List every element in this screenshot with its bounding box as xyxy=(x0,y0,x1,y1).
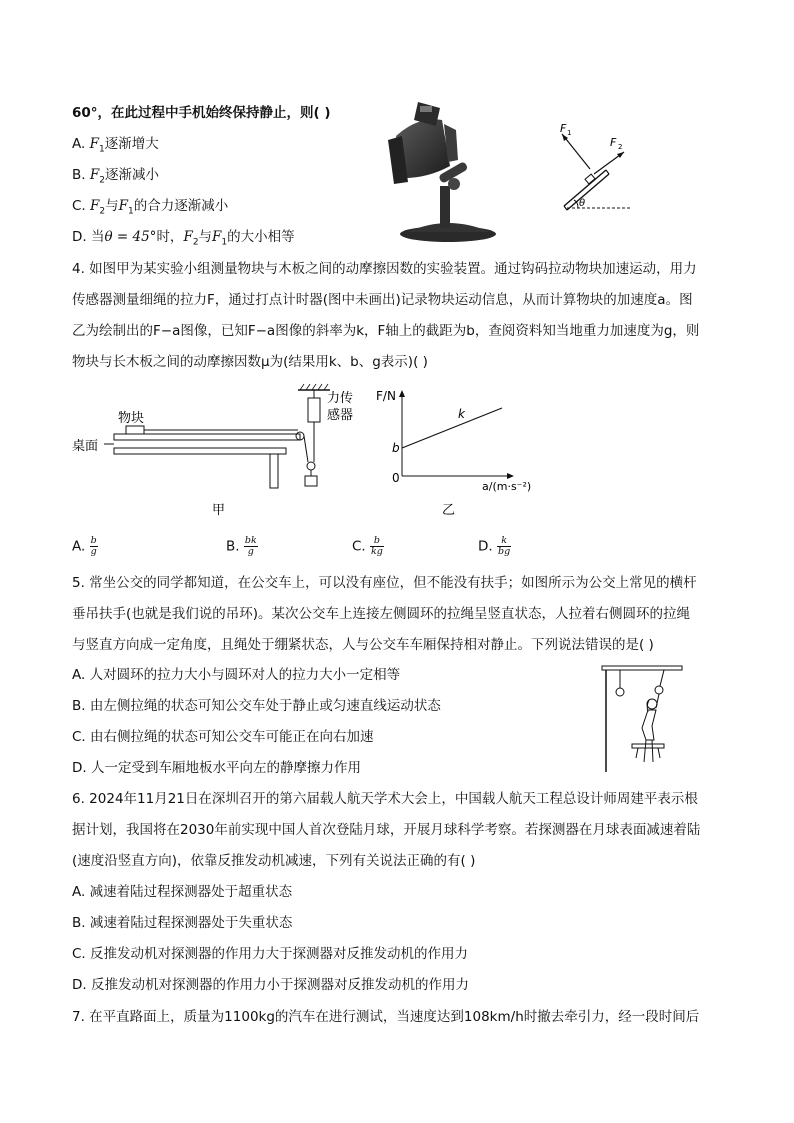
caption-jia: 甲 xyxy=(212,503,226,518)
option-key: A. xyxy=(72,538,86,555)
force-symbol: F xyxy=(118,198,128,214)
option-key: A. xyxy=(72,136,86,152)
force-symbol: F xyxy=(89,136,99,152)
q5-option-c[interactable]: C. 由右侧拉绳的状态可知公交车可能正在向右加速 xyxy=(72,729,374,745)
option-key: C. xyxy=(352,538,366,555)
q4-line4: 物块与长木板之间的动摩擦因数μ为(结果用k、b、g表示)( ) xyxy=(72,354,428,370)
q4-line1: 4. 如图甲为某实验小组测量物块与木板之间的动摩擦因数的实验装置。通过钩码拉动物块加速运动，用力 xyxy=(72,261,697,277)
q3-option-b[interactable] xyxy=(72,166,159,190)
denominator: g xyxy=(90,546,97,557)
subscript: 2 xyxy=(99,175,105,186)
option-key: C. xyxy=(72,198,86,214)
graph-line xyxy=(402,408,502,448)
q5-line2: 垂吊扶手(也就是我们说的吊环)。某次公交车上连接左侧圆环的拉绳呈竖直状态，人拉着右侧圆环的拉绳 xyxy=(72,606,691,622)
q4-line3: 乙为绘制出的F−a图像，已知F−a图像的斜率为k，F轴上的截距为b，查阅资料知当地重力加速度为g，则 xyxy=(72,323,700,339)
force-symbol: F xyxy=(89,167,100,183)
fraction xyxy=(244,536,258,557)
subscript: 2 xyxy=(192,237,199,248)
denominator: bg xyxy=(497,546,511,557)
theta-equation: θ = 45° xyxy=(104,229,157,245)
force-symbol: F xyxy=(212,229,222,245)
option-key: D. xyxy=(72,229,87,245)
sensor-label-2: 感器 xyxy=(327,408,354,423)
q6-option-a[interactable]: A. 减速着陆过程探测器处于超重状态 xyxy=(72,884,293,900)
q5-option-a[interactable]: A. 人对圆环的拉力大小与圆环对人的拉力大小一定相等 xyxy=(72,667,401,683)
force-symbol: F xyxy=(183,229,193,245)
fraction xyxy=(497,536,511,557)
q3-option-c[interactable] xyxy=(72,197,228,221)
option-text: 的大小相等 xyxy=(227,229,295,245)
f2-sub: 2 xyxy=(618,143,623,151)
q5-line1: 5. 常坐公交的同学都知道，在公交车上，可以没有座位，但不能没有扶手；如图所示为公交上常见的横杆 xyxy=(72,575,697,591)
caption-yi: 乙 xyxy=(442,503,456,518)
f1-sub: 1 xyxy=(567,129,572,137)
q6-line1: 6. 2024年11月21日在深圳召开的第六届载人航天学术大会上，中国载人航天工程总设计师周建平表示根 xyxy=(72,791,698,807)
bus-handle-image xyxy=(596,662,686,776)
numerator: b xyxy=(90,535,97,546)
q5-option-d[interactable]: D. 人一定受到车厢地板水平向左的静摩擦力作用 xyxy=(72,760,361,776)
subscript: 2 xyxy=(99,206,106,217)
q3-option-d[interactable] xyxy=(72,228,295,252)
force-symbol: F xyxy=(90,198,100,214)
numerator: k xyxy=(497,536,511,547)
numerator: bk xyxy=(244,535,257,546)
origin-label: 0 xyxy=(392,471,400,485)
theta-label: θ xyxy=(579,198,586,209)
f1-label: F xyxy=(560,122,567,135)
f2-label: F xyxy=(610,136,617,149)
q6-line3: (速度沿竖直方向)，依靠反推发动机减速，下列有关说法正确的有( ) xyxy=(72,853,476,869)
intercept-label: b xyxy=(392,441,400,455)
fraction xyxy=(90,536,98,557)
option-text: 与 xyxy=(198,229,213,245)
denominator: g xyxy=(247,546,254,557)
figure-jia xyxy=(70,378,370,526)
q6-option-c[interactable]: C. 反推发动机对探测器的作用力大于探测器对反推发动机的作用力 xyxy=(72,946,469,962)
block-label: 物块 xyxy=(118,411,145,426)
q3-option-a[interactable] xyxy=(72,135,159,159)
subscript: 1 xyxy=(128,206,134,217)
x-axis-label: a/(m·s⁻²) xyxy=(482,480,532,493)
q4-option-d[interactable] xyxy=(478,536,511,557)
option-text: 与 xyxy=(105,198,119,214)
phone-holder-image xyxy=(378,96,502,246)
q4-option-a[interactable] xyxy=(72,536,98,557)
q7-line1: 7. 在平直路面上，质量为1100kg的汽车在进行测试，当速度达到108km/h时撤去牵引力，经一段时间后 xyxy=(72,1009,700,1025)
q4-option-b[interactable] xyxy=(226,536,258,557)
denominator: kg xyxy=(371,546,383,557)
option-text: 的合力逐渐减小 xyxy=(133,198,229,214)
q4-option-c[interactable] xyxy=(352,536,384,557)
y-axis-label: F/N xyxy=(376,389,396,403)
force-diagram xyxy=(548,114,638,214)
q6-line2: 据计划，我国将在2030年前实现中国人首次登陆月球，开展月球科学考察。若探测器在月球表面减速着陆 xyxy=(72,822,701,838)
q4-line2: 传感器测量细绳的拉力F，通过打点计时器(图中未画出)记录物块运动信息，从而计算物块的加速度a。图 xyxy=(72,292,693,308)
option-text: 逐渐减小 xyxy=(104,167,159,183)
option-key: B. xyxy=(226,538,240,555)
q5-line3: 与竖直方向成一定角度，且绳处于绷紧状态，人与公交车车厢保持相对静止。下列说法错误的是( ) xyxy=(72,637,654,653)
q6-option-b[interactable]: B. 减速着陆过程探测器处于失重状态 xyxy=(72,915,293,931)
option-text: 时， xyxy=(156,229,184,245)
subscript: 1 xyxy=(221,237,228,248)
option-key: B. xyxy=(72,167,86,183)
option-key: D. xyxy=(478,538,493,555)
subscript: 1 xyxy=(98,144,105,155)
option-text: 当 xyxy=(90,229,105,245)
sensor-label-1: 力传 xyxy=(327,391,354,406)
option-text: 逐渐增大 xyxy=(104,136,159,152)
q6-option-d[interactable]: D. 反推发动机对探测器的作用力小于探测器对反推发动机的作用力 xyxy=(72,977,469,993)
q3-stem-end: 60°，在此过程中手机始终保持静止，则( ) xyxy=(72,105,331,121)
fraction xyxy=(370,536,384,557)
table-label: 桌面 xyxy=(72,439,99,454)
numerator: b xyxy=(370,536,384,547)
figure-yi-graph xyxy=(370,384,550,526)
q5-option-b[interactable]: B. 由左侧拉绳的状态可知公交车处于静止或匀速直线运动状态 xyxy=(72,698,441,714)
slope-label: k xyxy=(458,407,465,421)
